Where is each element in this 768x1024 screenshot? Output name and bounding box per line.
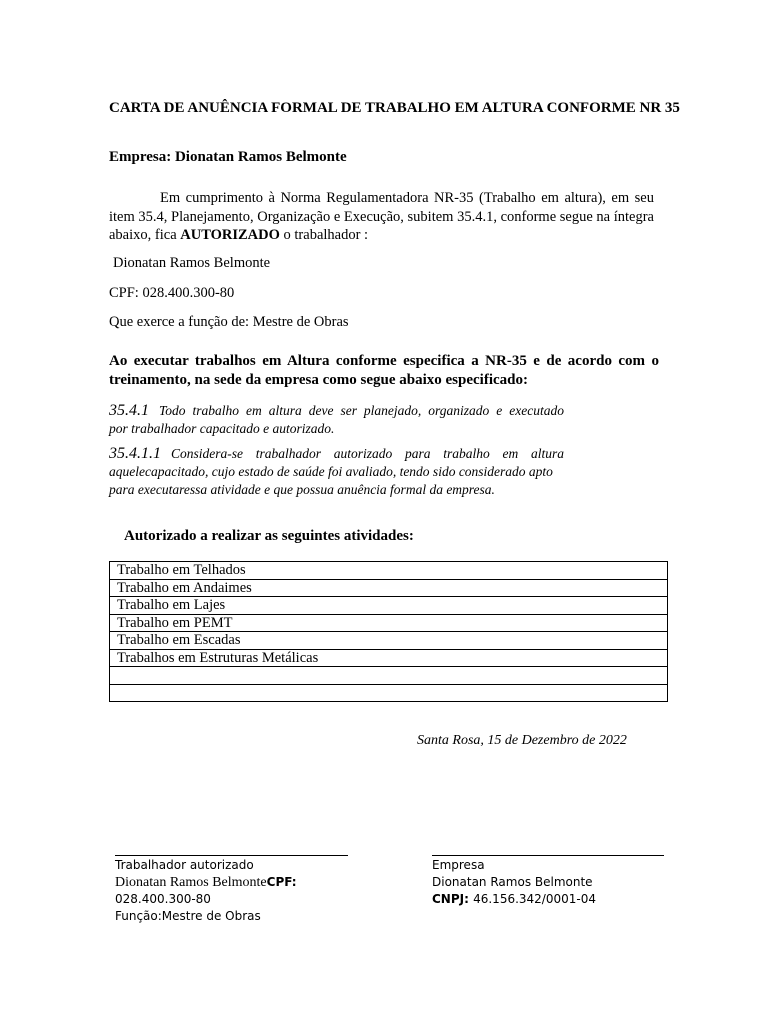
intro-text: Em cumprimento à Norma Regulamentadora NR-35 (Trabalho em altura), em seu item 35.4, Planejamento, Organização e Execução, subitem 35.4.1, conforme segue na íntegra abaixo, fica: [109, 190, 654, 243]
intro-text-end: o trabalhador :: [279, 227, 369, 243]
table-row: [110, 649, 668, 667]
item-text: Todo trabalho em altura deve ser planejado, organizado e executado: [159, 403, 564, 418]
item-number: 35.4.1.1: [109, 445, 161, 462]
document-title: CARTA DE ANUÊNCIA FORMAL DE TRABALHO EM ALTURA CONFORME NR 35: [109, 100, 680, 116]
table-row: [110, 562, 668, 580]
item-number: 35.4.1: [109, 402, 149, 419]
table-row: [110, 597, 668, 615]
table-row: [110, 579, 668, 597]
company-signature-line: [432, 855, 664, 856]
activities-table: [109, 561, 668, 702]
worker-name: Dionatan Ramos Belmonte: [113, 255, 271, 271]
authorized-word: AUTORIZADO: [180, 227, 280, 243]
table-cell: Trabalho em Andaimes: [110, 579, 668, 597]
item-text: por trabalhador capacitado e autorizado.: [109, 421, 335, 436]
item-text: para executaressa atividade e que possua anuência formal da empresa.: [109, 482, 495, 497]
intro-paragraph: [109, 189, 654, 245]
nr-item-35-4-1-1: [109, 445, 564, 499]
table-cell: Trabalhos em Estruturas Metálicas: [110, 649, 668, 667]
table-cell: Trabalho em Escadas: [110, 632, 668, 650]
cnpj-label: CNPJ:: [432, 892, 474, 906]
worker-cpf-label: CPF:: [266, 875, 297, 889]
table-row: [110, 684, 668, 702]
worker-signature-line: [115, 855, 348, 856]
function-line: Que exerce a função de: Mestre de Obras: [109, 314, 349, 330]
item-text: Considera-se trabalhador autorizado para trabalho em altura: [171, 446, 564, 461]
item-text: aquelecapacitado, cujo estado de saúde foi avaliado, tendo sido considerado apto: [109, 464, 553, 479]
table-cell: [110, 667, 668, 685]
cpf-line: CPF: 028.400.300-80: [109, 285, 235, 301]
worker-cpf-value: 028.400.300-80: [115, 892, 211, 906]
cnpj-value: 46.156.342/0001-04: [473, 892, 596, 906]
company-signature-label: Empresa: [432, 858, 485, 872]
table-row: [110, 632, 668, 650]
scope-paragraph: Ao executar trabalhos em Altura conforme especifica a NR-35 e de acordo com o treinamento, na sede da empresa como segue abaixo especificado:: [109, 353, 659, 388]
table-row: [110, 614, 668, 632]
table-row: [110, 667, 668, 685]
table-cell: Trabalho em Telhados: [110, 562, 668, 580]
activities-title: Autorizado a realizar as seguintes atividades:: [124, 528, 414, 544]
table-cell: Trabalho em Lajes: [110, 597, 668, 615]
company-signature-name: Dionatan Ramos Belmonte: [432, 875, 593, 889]
company-signature-block: [432, 857, 596, 908]
worker-signature-label: Trabalhador autorizado: [115, 858, 254, 872]
table-cell: Trabalho em PEMT: [110, 614, 668, 632]
nr-item-35-4-1: [109, 402, 564, 438]
worker-signature-name: Dionatan Ramos Belmonte: [115, 875, 267, 890]
company-line: Empresa: Dionatan Ramos Belmonte: [109, 149, 347, 165]
date-line: Santa Rosa, 15 de Dezembro de 2022: [417, 733, 627, 748]
worker-signature-block: [115, 857, 297, 925]
worker-function: Função:Mestre de Obras: [115, 909, 261, 923]
table-cell: [110, 684, 668, 702]
